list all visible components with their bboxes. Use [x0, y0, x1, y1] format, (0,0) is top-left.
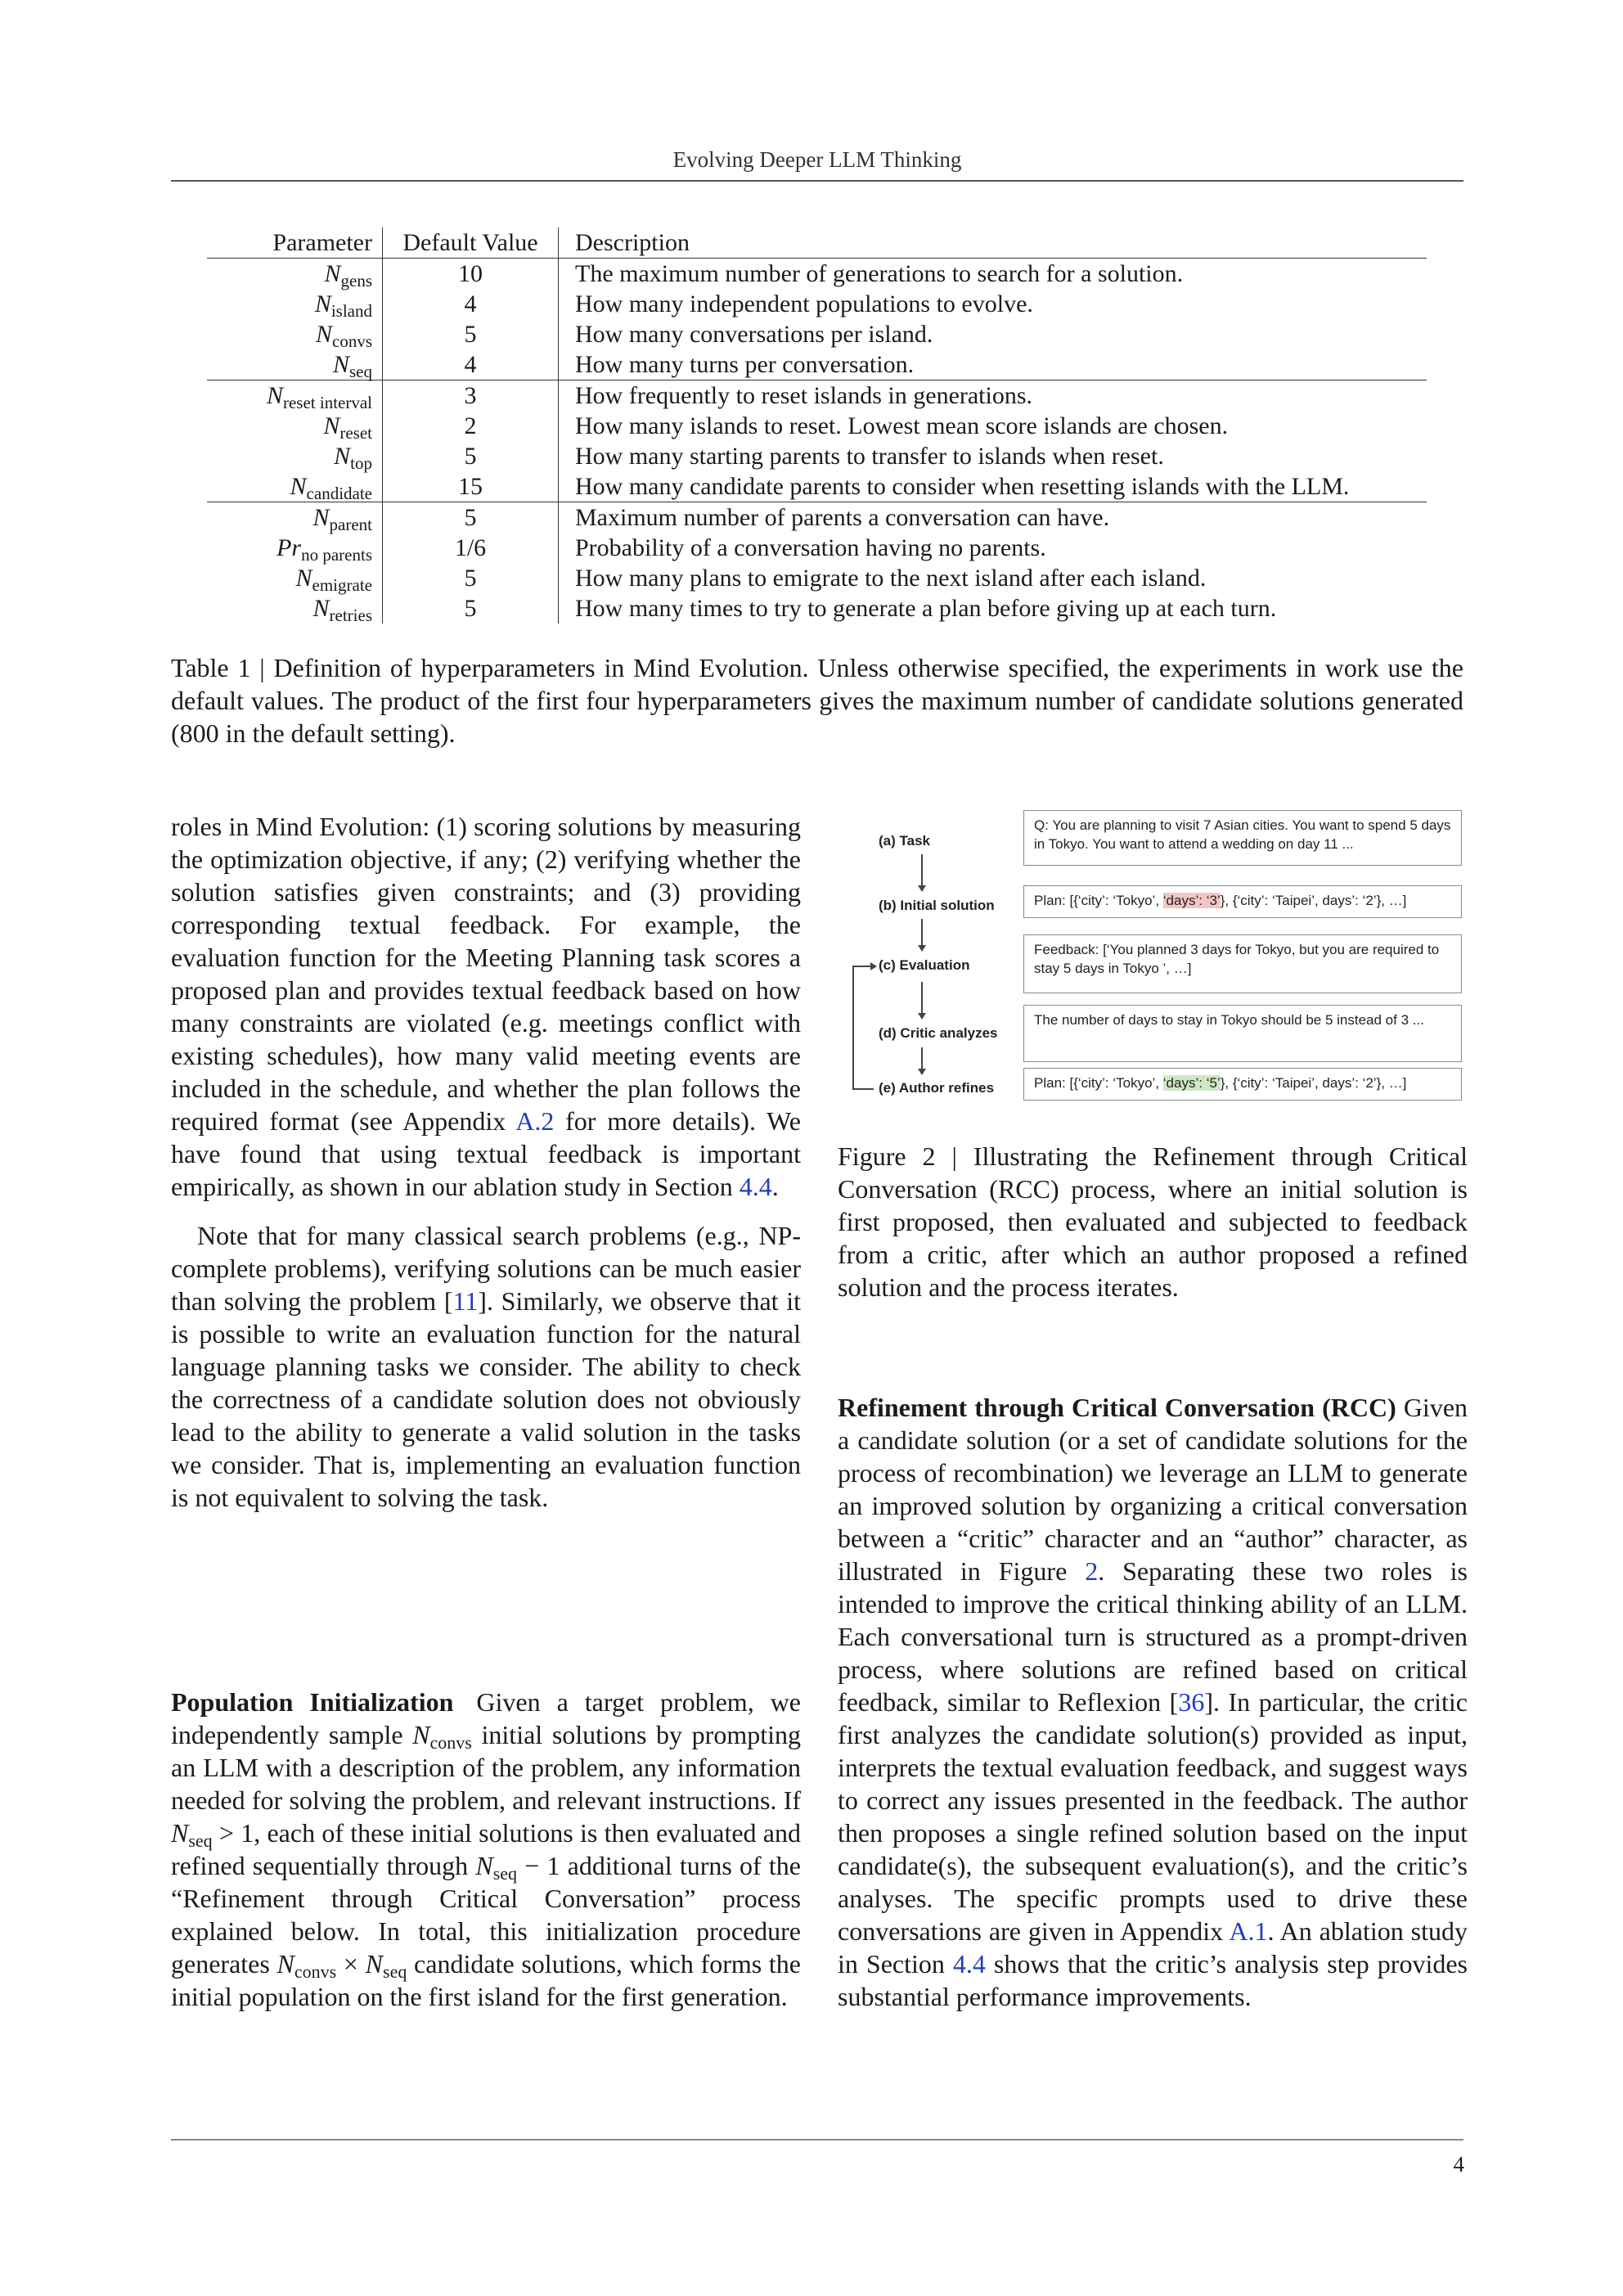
parameter-cell: $N_{reset}$ [207, 411, 383, 441]
arrow-eval-to-critic [921, 982, 923, 1015]
paragraph-rcc: Refinement through Critical Conversation (RCC) Given a candidate solution (or a set of candidate solutions for the process of recombination) we leverage an LLM to generate an improved solution by organizing a critical conversation between a “critic” character and an “author” character, as illustrated in Figure 2. Separating these two roles is intended to improve the critical thinking ability of an LLM. Each conversational turn is structured as a prompt-driven process, where solutions are refined based on critical feedback, similar to Reflexion [36]. In particular, the critic first analyzes the candidate solution(s) provided as input, interprets the textual evaluation feedback, and suggest ways to correct any issues presented in the feedback. The author then proposes a single refined solution based on the input candidate(s), the subsequent evaluation(s), and the critic’s analyses. The specific prompts used to drive these conversations are given in Appendix A.1. An ablation study in Section 4.4 shows that the critic’s analysis step provides substantial performance improvements. [838, 1393, 1468, 2011]
parameter-cell: $Pr_{no parents}$ [207, 533, 383, 563]
description-cell: How many conversations per island. [575, 321, 933, 348]
section-title-population-initialization: Population Initialization [171, 1687, 454, 1717]
table-row [207, 533, 1427, 563]
figure-2-rcc-diagram [838, 810, 1468, 1113]
table-row [207, 349, 1427, 380]
box-author-refines: Plan: [{‘city’: ‘Tokyo’, ‘days’: ‘5’}, {‘city’: ‘Taipei’, days’: ‘2’}, …] [1023, 1068, 1462, 1101]
parameter-cell: $N_{seq}$ [207, 349, 383, 380]
hyperparameter-table [207, 227, 1427, 624]
highlight-days-3: ‘days’: ‘3’ [1162, 893, 1221, 908]
table-row [207, 502, 1427, 533]
paragraph-population-initialization: Population Initialization Given a target problem, we independently sample $N_{convs}$ initial solutions by prompting an LLM with a description of the problem, any information needed for solving the problem, and relevant instructions. If $N_{seq} > 1$, each of these initial solutions is then evaluated and refined sequentially through $N_{seq} - 1$ additional turns of the “Refinement through Critical Conversation” process explained below. In total, this initialization procedure generates $N_{convs} \times N_{seq}$ candidate solutions, which forms the initial population on the first island for the first generation. [171, 1687, 802, 2011]
parameter-cell: $N_{convs}$ [207, 319, 383, 349]
table-row [207, 319, 1427, 349]
box-critic-analysis: The number of days to stay in Tokyo should be 5 instead of 3 ... [1023, 1005, 1462, 1062]
highlight-days-5: ‘days’: ‘5’ [1162, 1075, 1221, 1091]
default-value-cell: 5 [383, 593, 559, 624]
loop-arrow-top [852, 966, 870, 967]
default-value-cell: 3 [383, 380, 559, 412]
table-row [207, 563, 1427, 593]
table-row [207, 441, 1427, 471]
description-cell: Maximum number of parents a conversation can have. [575, 504, 1110, 531]
arrow-task-to-initial [921, 854, 923, 887]
box-task: Q: You are planning to visit 7 Asian cities. You want to spend 5 days in Tokyo. You want to attend a wedding on day 11 ... [1023, 810, 1462, 866]
box-initial-solution: Plan: [{‘city’: ‘Tokyo’, ‘days’: ‘3’}, {‘city’: ‘Taipei’, days’: ‘2’}, …] [1023, 885, 1462, 918]
stage-label-author-refines: (e) Author refines [879, 1080, 995, 1096]
description-cell: How many starting parents to transfer to islands when reset. [575, 443, 1164, 470]
parameter-cell: $N_{parent}$ [207, 502, 383, 533]
table-caption: Table 1 | Definition of hyperparameters in Mind Evolution. Unless otherwise specified, the experiments in work use the default values. The product of the first four hyperparameters gives the maximum number of candidate solutions generated (800 in the default setting). [171, 653, 1463, 748]
column-header-default-value: Default Value [383, 227, 559, 259]
table-row [207, 289, 1427, 319]
description-cell: How many candidate parents to consider when resetting islands with the LLM. [559, 471, 1427, 502]
stage-label-critic-analyzes: (d) Critic analyzes [879, 1025, 998, 1041]
description-cell: How many islands to reset. Lowest mean score islands are chosen. [575, 412, 1229, 439]
paragraph-evaluation-roles: roles in Mind Evolution: (1) scoring solutions by measuring the optimization objective, if any; (2) verifying whether the solution satisfies given constraints; and (3) providing corresponding textual feedback. For example, the evaluation function for the Meeting Planning task scores a proposed plan and provides textual feedback based on how many constraints are violated (e.g. meetings conflict with existing schedules), how many valid meeting events are included in the schedule, and whether the plan follows the required format (see Appendix A.2 for more details). We have found that using textual feedback is important empirically, as shown in our ablation study in Section 4.4. [171, 812, 801, 1201]
column-header-description: Description [559, 227, 1427, 259]
parameter-cell: $N_{emigrate}$ [207, 563, 383, 593]
stage-label-initial-solution: (b) Initial solution [879, 898, 995, 913]
default-value-cell: 4 [383, 289, 559, 319]
description-cell: How many plans to emigrate to the next island after each island. [575, 565, 1207, 592]
table-row [207, 593, 1427, 624]
parameter-cell: $N_{top}$ [207, 441, 383, 471]
table-row [207, 380, 1427, 412]
parameter-cell: $N_{retries}$ [207, 593, 383, 624]
box-evaluation-feedback: Feedback: [‘You planned 3 days for Tokyo, but you are required to stay 5 days in Tokyo ’, …] [1023, 934, 1462, 993]
arrow-head-1 [918, 885, 926, 892]
description-cell: How frequently to reset islands in generations. [575, 382, 1033, 409]
default-value-cell: 5 [383, 441, 559, 471]
stage-label-task: (a) Task [879, 833, 930, 849]
arrow-head-2 [918, 945, 926, 952]
default-value-cell: 5 [383, 563, 559, 593]
table-row [207, 259, 1427, 290]
stage-label-evaluation: (c) Evaluation [879, 957, 970, 973]
description-cell: Probability of a conversation having no parents. [575, 534, 1046, 561]
description-cell: How many times to try to generate a plan before giving up at each turn. [575, 595, 1277, 622]
parameter-cell: $N_{candidate}$ [207, 471, 383, 502]
description-cell: How many independent populations to evolve. [575, 290, 1033, 317]
default-value-cell: 5 [383, 319, 559, 349]
description-cell: How many turns per conversation. [559, 349, 1427, 380]
arrow-head-4 [918, 1069, 926, 1075]
table-header-row [207, 227, 1427, 259]
loop-arrow-vertical [852, 966, 854, 1088]
arrow-initial-to-eval [921, 919, 923, 947]
link-section-4-4-rcc[interactable]: 4.4 [952, 1949, 986, 1979]
default-value-cell: 2 [383, 411, 559, 441]
link-figure-2[interactable]: 2 [1085, 1556, 1099, 1586]
link-appendix-a1[interactable]: A.1 [1229, 1916, 1268, 1946]
figure-2-caption: Figure 2 | Illustrating the Refinement through Critical Conversation (RCC) process, where an initial solution is first proposed, then evaluated and subjected to feedback from a critic, after which an author proposed a refined solution and the process iterates. [838, 1141, 1468, 1302]
loop-arrow-bottom [852, 1088, 874, 1090]
footer-rule [171, 2139, 1463, 2141]
section-title-rcc: Refinement through Critical Conversation (RCC) [838, 1393, 1396, 1422]
link-section-4-4[interactable]: 4.4 [739, 1172, 772, 1201]
paragraph-verification-note: Note that for many classical search problems (e.g., NP-complete problems), verifying solutions can be much easier than solving the problem [11]. Similarly, we observe that it is possible to write an evaluation function for the natural language planning tasks we consider. The ability to check the correctness of a candidate solution does not obviously lead to the ability to generate a valid solution in the tasks we consider. That is, implementing an evaluation function is not equivalent to solving the task. [171, 1221, 801, 1512]
population-initialization-section [171, 1686, 801, 2013]
link-appendix-a2[interactable]: A.2 [515, 1106, 555, 1136]
citation-11[interactable]: 11 [452, 1286, 479, 1316]
arrow-head-3 [918, 1013, 926, 1020]
default-value-cell: 5 [383, 502, 559, 533]
default-value-cell: 10 [383, 259, 559, 290]
loop-arrow-head [870, 962, 877, 970]
rcc-section [838, 1391, 1468, 2013]
header-rule [171, 180, 1463, 182]
column-header-parameter: Parameter [207, 227, 383, 259]
default-value-cell: 15 [383, 471, 559, 502]
default-value-cell: 4 [383, 349, 559, 380]
parameter-cell: $N_{gens}$ [207, 259, 383, 290]
citation-36[interactable]: 36 [1178, 1687, 1205, 1717]
table-row [207, 411, 1427, 441]
page-number: 4 [1453, 2152, 1464, 2177]
left-column [171, 810, 801, 1514]
running-header: Evolving Deeper LLM Thinking [672, 147, 962, 172]
description-cell: The maximum number of generations to search for a solution. [575, 260, 1184, 287]
parameter-cell: $N_{reset interval}$ [207, 380, 383, 412]
default-value-cell: 1/6 [383, 533, 559, 563]
parameter-cell: $N_{island}$ [207, 289, 383, 319]
arrow-critic-to-author [921, 1047, 923, 1070]
table-row [207, 471, 1427, 502]
